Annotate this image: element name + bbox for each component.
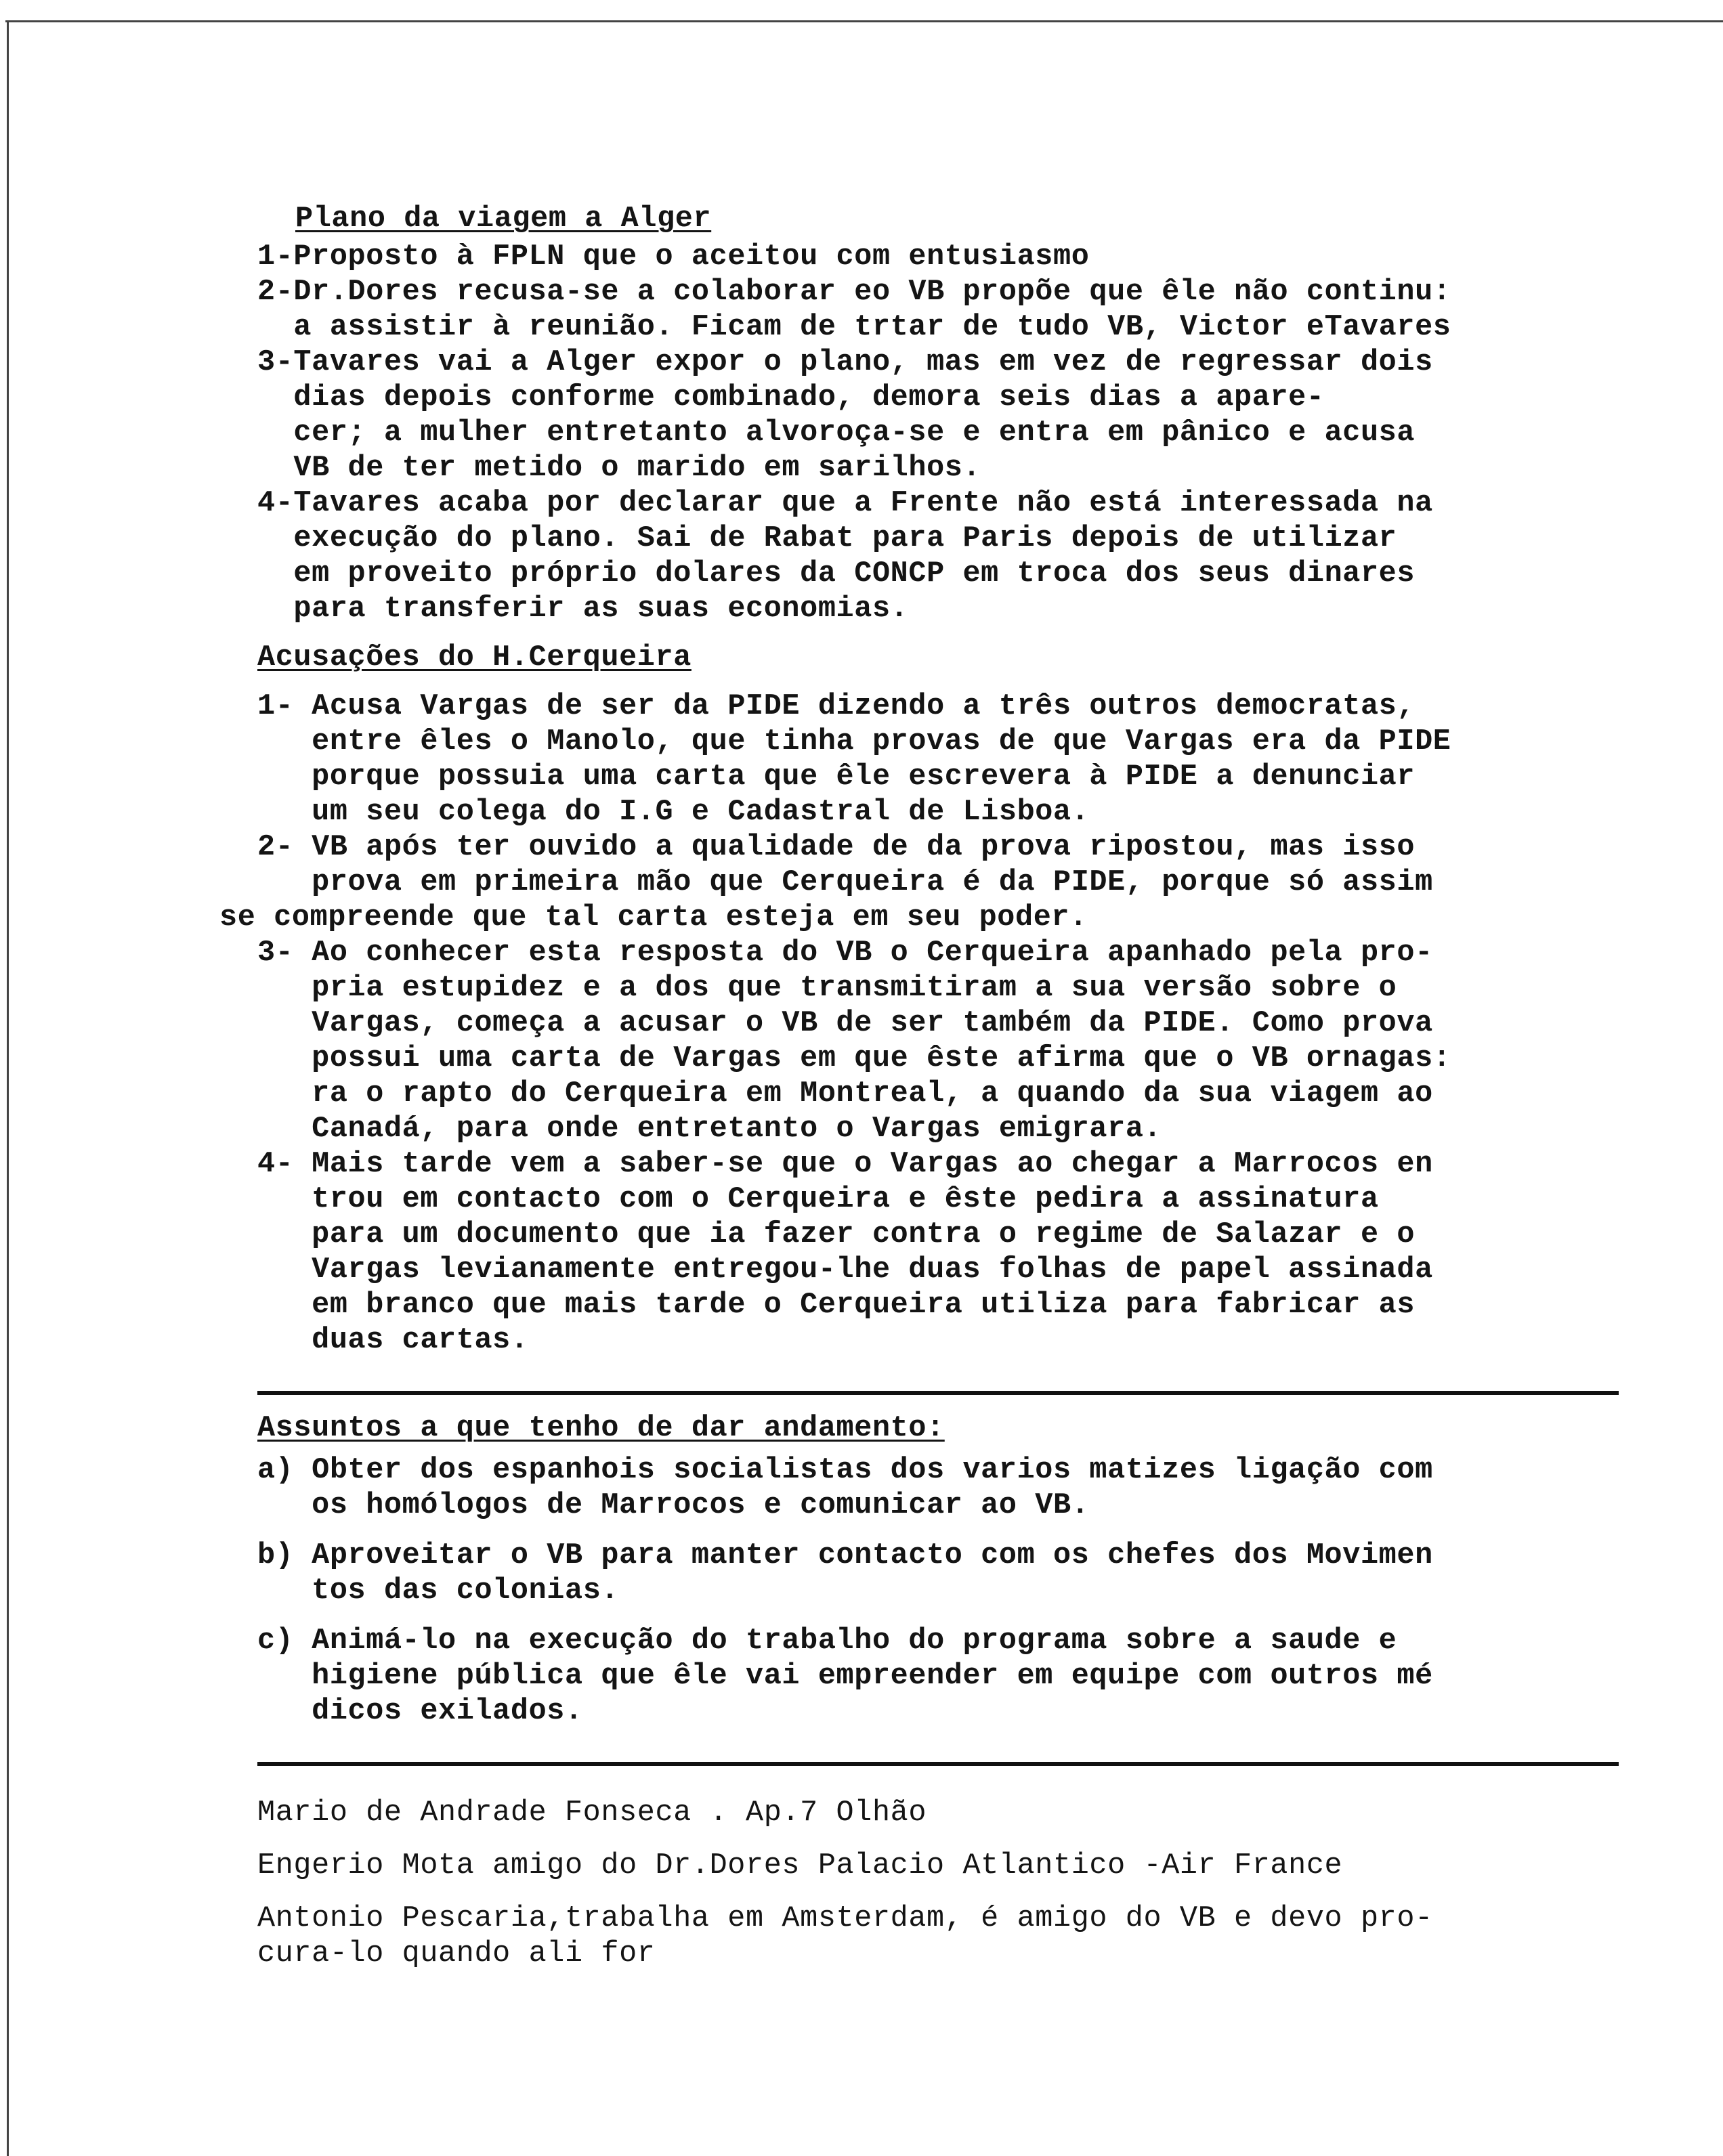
acusacao-item-2 xyxy=(257,830,1619,901)
item-text: Tavares vai a Alger expor o plano, mas em vez de regressar dois dias depois conforme combinado, demora seis dias a apare- cer; a mulher entretanto alvoroça-se e entra em pânico e acusa VB de ter metido o marido em sarilhos. xyxy=(293,346,1433,485)
acusacao-item-1 xyxy=(257,689,1619,830)
acusacao-item-2-continuation xyxy=(219,901,1619,936)
assunto-item-a xyxy=(257,1453,1619,1524)
item-text: Ao conhecer esta resposta do VB o Cerqueira apanhado pela pro- pria estupidez e a dos que transmitiram a sua versão sobre o Vargas, começa a acusar o VB de ser também da PIDE. Como prova possui uma carta de Vargas em que êste afirma que o VB ornagas: ra o rapto do Cerqueira em Montreal, a quando da sua viagem ao Canadá, para onde entretanto o Vargas emigrara. xyxy=(312,936,1451,1146)
item-text: Acusa Vargas de ser da PIDE dizendo a três outros democratas, entre êles o Manolo, que tinha provas de que Vargas era da PIDE porque possuia uma carta que êle escrevera à PIDE a denunciar um seu colega do I.G e Cadastral de Lisboa. xyxy=(312,690,1451,829)
item-letter: a) xyxy=(257,1454,312,1487)
plano-item-1 xyxy=(257,240,1619,275)
plano-item-4 xyxy=(257,486,1619,627)
typed-document xyxy=(219,202,1619,1989)
contact-line: Antonio Pescaria,trabalha em Amsterdam, é amigo do VB e devo pro- xyxy=(257,1902,1433,1935)
item-letter: b) xyxy=(257,1539,312,1572)
item-text: Tavares acaba por declarar que a Frente não está interessada na execução do plano. Sai de Rabat para Paris depois de utilizar em proveito próprio dolares da CONCP em troca dos seus dinares para transferir as suas economias. xyxy=(293,487,1433,626)
item-number: 4- xyxy=(257,1148,312,1181)
plano-item-3 xyxy=(257,345,1619,486)
item-text: Animá-lo na execução do trabalho do programa sobre a saude e higiene pública que êle vai empreender em equipe com outros mé dicos exilados. xyxy=(312,1624,1433,1728)
item-text: Obter dos espanhois socialistas dos varios matizes ligação com os homólogos de Marrocos e comunicar ao VB. xyxy=(312,1454,1433,1522)
item-text: Dr.Dores recusa-se a colaborar eo VB propõe que êle não continu: a assistir à reunião. Ficam de trtar de tudo VB, Victor eTavares xyxy=(293,276,1451,344)
item-text: se compreende que tal carta esteja em seu poder. xyxy=(219,901,1088,934)
horizontal-rule xyxy=(257,1391,1619,1395)
contact-line: cura-lo quando ali for xyxy=(257,1937,656,1970)
contacts-list xyxy=(257,1782,1619,1972)
acusacao-item-4 xyxy=(257,1147,1619,1358)
page-border-top xyxy=(5,20,1723,22)
item-number: 2- xyxy=(257,276,294,309)
item-text: VB após ter ouvido a qualidade de da prova ripostou, mas isso prova em primeira mão que Cerqueira é da PIDE, porque só assim xyxy=(312,831,1433,899)
plano-item-2 xyxy=(257,275,1619,345)
item-number: 1- xyxy=(257,690,312,723)
section-heading-plano: Plano da viagem a Alger xyxy=(295,202,712,236)
item-text: Proposto à FPLN que o aceitou com entusiasmo xyxy=(293,240,1090,274)
item-number: 3- xyxy=(257,936,312,970)
item-letter: c) xyxy=(257,1624,312,1658)
assunto-item-c xyxy=(257,1624,1619,1729)
item-text: Mais tarde vem a saber-se que o Vargas ao chegar a Marrocos en trou em contacto com o Cerqueira e êste pedira a assinatura para um documento que ia fazer contra o regime de Salazar e o Vargas levianamente entregou-lhe duas folhas de papel assinada em branco que mais tarde o Cerqueira utiliza para fabricar as duas cartas. xyxy=(312,1148,1433,1357)
contact-line: Mario de Andrade Fonseca . Ap.7 Olhão xyxy=(257,1796,927,1830)
section-heading-acusacoes: Acusações do H.Cerqueira xyxy=(257,641,692,674)
item-number: 4- xyxy=(257,487,294,520)
item-number: 1- xyxy=(257,240,294,274)
item-text: Aproveitar o VB para manter contacto com os chefes dos Movimen tos das colonias. xyxy=(312,1539,1433,1608)
contact-line: Engerio Mota amigo do Dr.Dores Palacio Atlantico -Air France xyxy=(257,1849,1343,1882)
item-number: 3- xyxy=(257,346,294,379)
acusacao-item-3 xyxy=(257,936,1619,1147)
page-border-left xyxy=(7,20,9,2156)
section-heading-assuntos: Assuntos a que tenho de dar andamento: xyxy=(257,1412,945,1445)
horizontal-rule xyxy=(257,1762,1619,1766)
item-number: 2- xyxy=(257,831,312,864)
assunto-item-b xyxy=(257,1538,1619,1609)
